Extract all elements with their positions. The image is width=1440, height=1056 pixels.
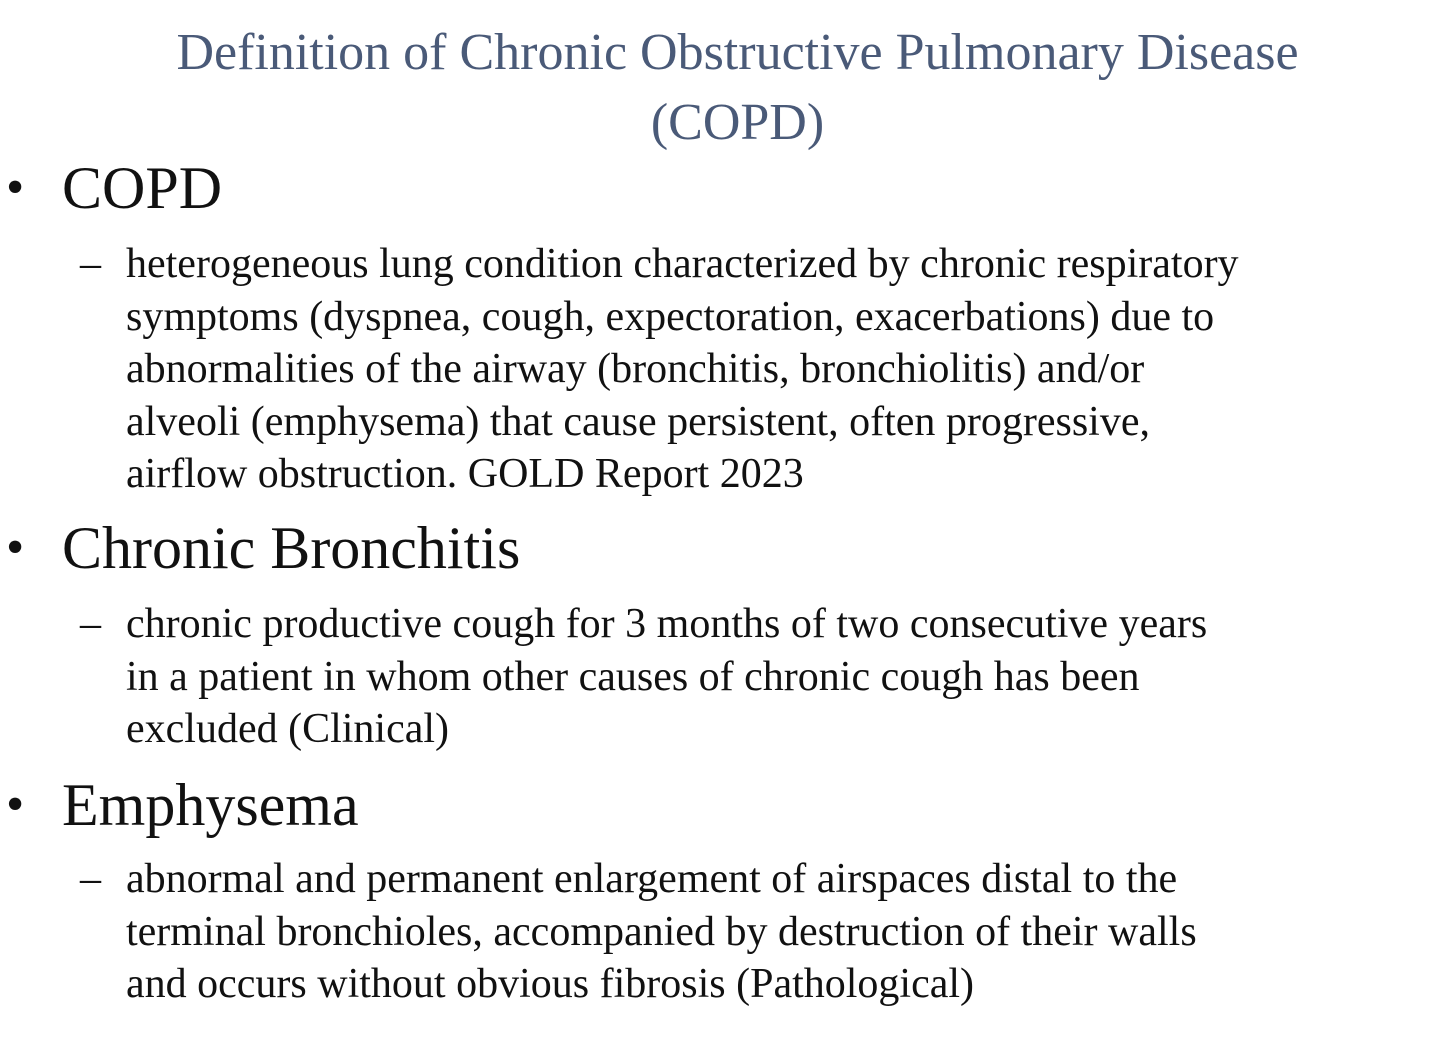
emphysema-definition-line: and occurs without obvious fibrosis (Pathological) xyxy=(126,961,975,1007)
emphysema-definition-line: terminal bronchioles, accompanied by destruction of their walls xyxy=(126,908,1197,955)
bullet-heading-emphysema: Emphysema xyxy=(62,772,359,838)
bullet-marker: • xyxy=(6,519,25,576)
chronic-bronchitis-definition-line: chronic productive cough for 3 months of two consecutive years xyxy=(126,601,1208,647)
sub-bullet-marker: – xyxy=(80,856,101,902)
chronic-bronchitis-definition xyxy=(126,598,1426,756)
sub-bullet-marker: – xyxy=(80,241,101,287)
copd-definition-line: alveoli (emphysema) that cause persistent, often progressive, xyxy=(126,398,1150,445)
copd-definition xyxy=(126,238,1426,501)
slide-title-line-2: (COPD) xyxy=(650,94,825,151)
chronic-bronchitis-definition-line: excluded (Clinical) xyxy=(126,706,450,752)
chronic-bronchitis-definition-line: in a patient in whom other causes of chronic cough has been xyxy=(126,653,1140,700)
copd-definition-line: heterogeneous lung condition characterized by chronic respiratory xyxy=(126,241,1239,287)
bullet-marker: • xyxy=(6,776,25,833)
copd-definition-line: symptoms (dyspnea, cough, expectoration, exacerbations) due to xyxy=(126,293,1215,340)
emphysema-definition xyxy=(126,853,1426,1011)
copd-definition-line: abnormalities of the airway (bronchitis, bronchiolitis) and/or xyxy=(126,346,1145,392)
copd-definition-line: airflow obstruction. GOLD Report 2023 xyxy=(126,451,804,497)
bullet-marker: • xyxy=(6,159,25,216)
bullet-heading-chronic-bronchitis: Chronic Bronchitis xyxy=(62,515,521,581)
slide-title xyxy=(0,18,1440,158)
emphysema-definition-line: abnormal and permanent enlargement of airspaces distal to the xyxy=(126,856,1178,902)
slide-title-line-1: Definition of Chronic Obstructive Pulmonary Disease xyxy=(176,24,1299,81)
sub-bullet-marker: – xyxy=(80,601,101,647)
bullet-heading-copd: COPD xyxy=(62,155,223,221)
